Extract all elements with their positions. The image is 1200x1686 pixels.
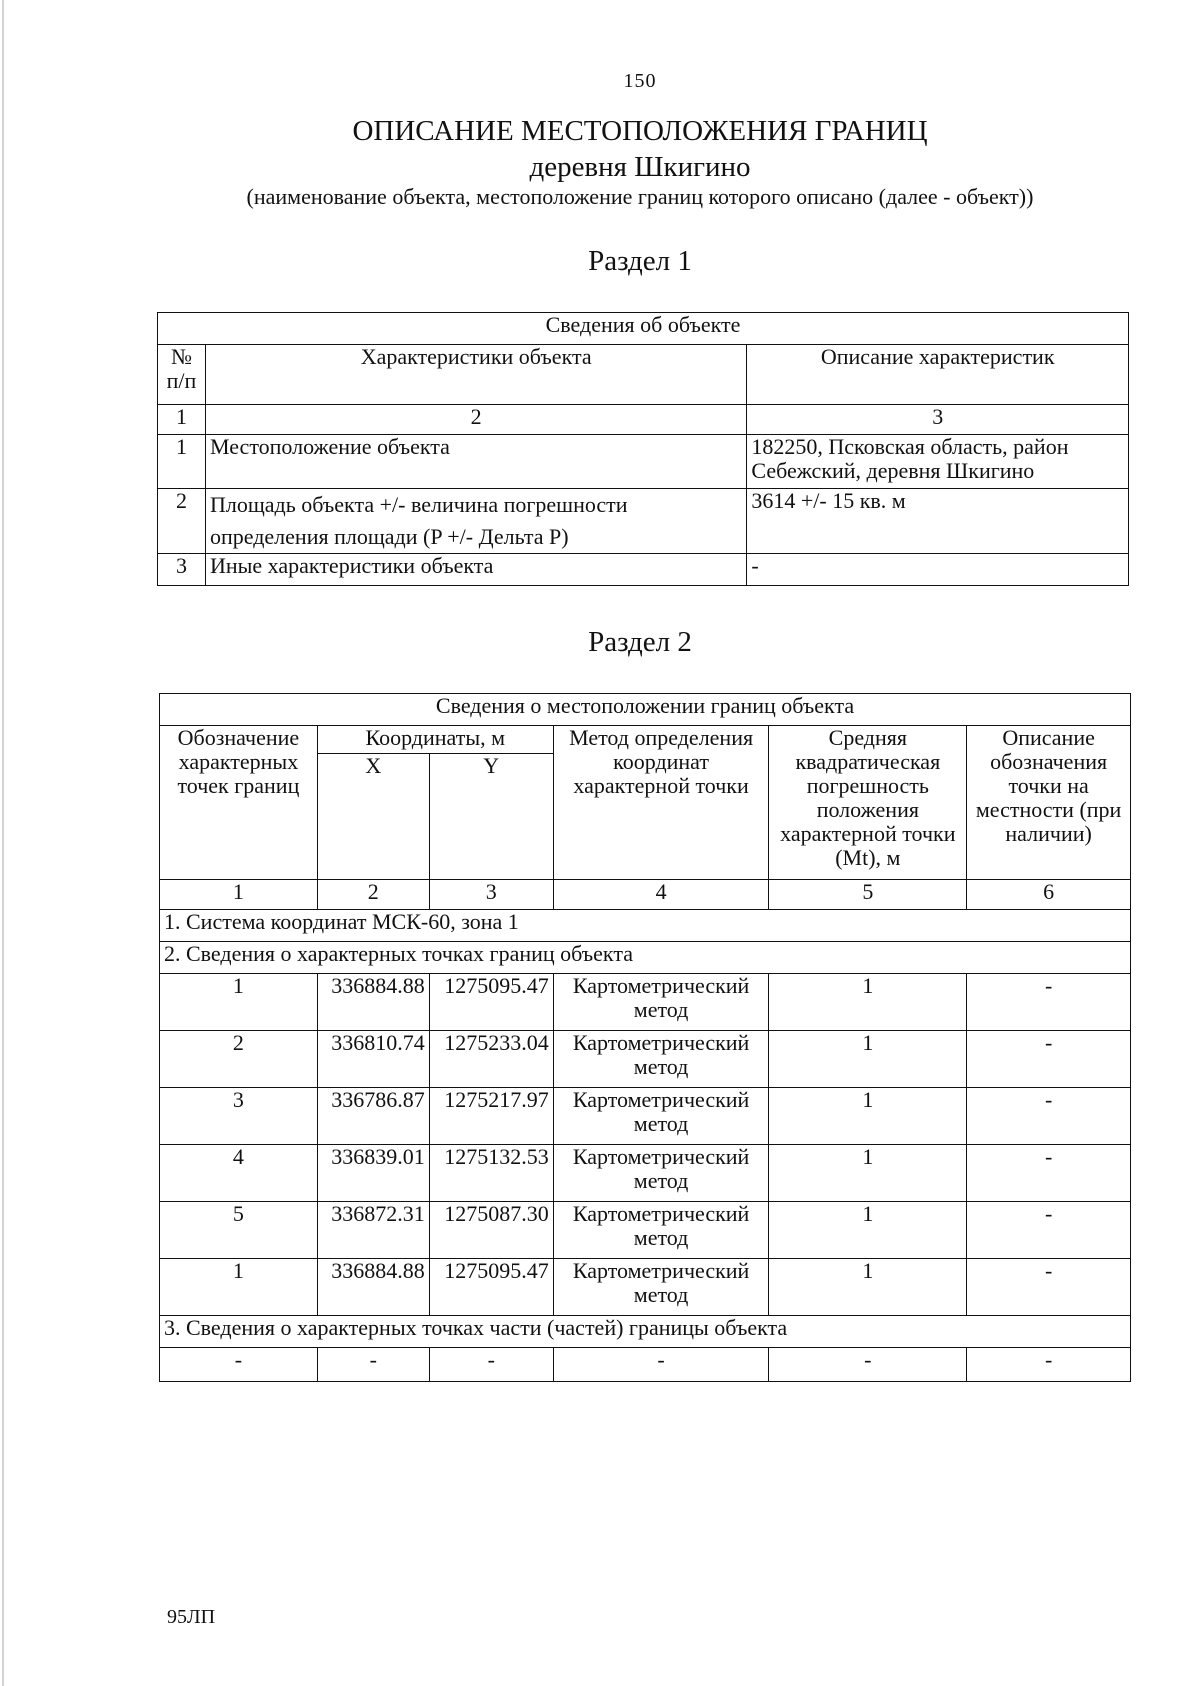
- point-error: 1: [769, 1145, 967, 1202]
- point-y: 1275233.04: [429, 1031, 553, 1088]
- index-cell: 2: [317, 880, 429, 910]
- point-x: 336884.88: [317, 1259, 429, 1316]
- header-error: Средняя квадратическая погрешность положения характерной точки (Mt), м: [769, 726, 967, 880]
- point-method: Картометрический метод: [553, 1088, 769, 1145]
- point-id: 2: [160, 1031, 318, 1088]
- table-row: [160, 1088, 1131, 1145]
- row-description: 3614 +/- 15 кв. м: [747, 489, 1129, 554]
- header-characteristic: Характеристики объекта: [205, 345, 746, 405]
- header-y: Y: [429, 754, 553, 880]
- table-row: [160, 1031, 1131, 1088]
- point-method: Картометрический метод: [553, 1031, 769, 1088]
- point-y: 1275087.30: [429, 1202, 553, 1259]
- index-cell: 5: [769, 880, 967, 910]
- row-description: -: [747, 554, 1129, 586]
- point-x: 336786.87: [317, 1088, 429, 1145]
- point-y: 1275095.47: [429, 974, 553, 1031]
- table-row: [158, 554, 1129, 586]
- point-id: 4: [160, 1145, 318, 1202]
- row-characteristic: Иные характеристики объекта: [205, 554, 746, 586]
- table-row: [158, 435, 1129, 489]
- table-caption: Сведения об объекте: [158, 313, 1129, 345]
- row-num: 1: [158, 435, 206, 489]
- point-id: 1: [160, 974, 318, 1031]
- point-description: -: [967, 1202, 1131, 1259]
- point-error: 1: [769, 1202, 967, 1259]
- point-description: -: [967, 1259, 1131, 1316]
- row-characteristic: Площадь объекта +/- величина погрешности определения площади (P +/- Дельта P): [205, 489, 746, 554]
- header-description: Описание характеристик: [747, 345, 1129, 405]
- table-row: [160, 1259, 1131, 1316]
- parts-cell: -: [967, 1348, 1131, 1382]
- header-num: № п/п: [158, 345, 206, 405]
- coordinate-system: 1. Система координат МСК-60, зона 1: [160, 910, 1131, 942]
- point-method: Картометрический метод: [553, 1202, 769, 1259]
- table-caption: Сведения о местоположении границ объекта: [160, 694, 1131, 726]
- point-description: -: [967, 1145, 1131, 1202]
- index-cell: 1: [160, 880, 318, 910]
- point-description: -: [967, 974, 1131, 1031]
- point-error: 1: [769, 1031, 967, 1088]
- parts-cell: -: [553, 1348, 769, 1382]
- index-cell: 3: [429, 880, 553, 910]
- table-row: [160, 974, 1131, 1031]
- table-row: [160, 1145, 1131, 1202]
- point-y: 1275095.47: [429, 1259, 553, 1316]
- header-x: X: [317, 754, 429, 880]
- index-cell: 3: [747, 405, 1129, 435]
- parts-caption: 3. Сведения о характерных точках части (частей) границы объекта: [160, 1316, 1131, 1348]
- table-row: [160, 1348, 1131, 1382]
- point-description: -: [967, 1088, 1131, 1145]
- point-x: 336884.88: [317, 974, 429, 1031]
- section2-heading: Раздел 2: [588, 626, 692, 658]
- page-title: ОПИСАНИЕ МЕСТОПОЛОЖЕНИЯ ГРАНИЦ: [352, 115, 928, 147]
- page-number: 150: [623, 70, 657, 92]
- point-error: 1: [769, 1259, 967, 1316]
- index-cell: 4: [553, 880, 769, 910]
- parts-cell: -: [429, 1348, 553, 1382]
- point-id: 3: [160, 1088, 318, 1145]
- parts-cell: -: [769, 1348, 967, 1382]
- parts-cell: -: [160, 1348, 318, 1382]
- point-method: Картометрический метод: [553, 1259, 769, 1316]
- object-name: деревня Шкигино: [529, 151, 751, 183]
- point-x: 336810.74: [317, 1031, 429, 1088]
- boundary-points-table: [159, 693, 1131, 1382]
- point-error: 1: [769, 1088, 967, 1145]
- point-x: 336839.01: [317, 1145, 429, 1202]
- section1-heading: Раздел 1: [588, 245, 692, 277]
- point-method: Картометрический метод: [553, 1145, 769, 1202]
- parts-cell: -: [317, 1348, 429, 1382]
- footer-code: 95ЛП: [167, 1606, 216, 1628]
- point-error: 1: [769, 974, 967, 1031]
- point-y: 1275132.53: [429, 1145, 553, 1202]
- table-row: [158, 489, 1129, 554]
- object-info-table: [157, 312, 1129, 586]
- header-point: Обозначение характерных точек границ: [160, 726, 318, 880]
- header-coordinates: Координаты, м: [317, 726, 553, 754]
- points-caption: 2. Сведения о характерных точках границ объекта: [160, 942, 1131, 974]
- row-num: 2: [158, 489, 206, 554]
- index-cell: 2: [205, 405, 746, 435]
- point-id: 1: [160, 1259, 318, 1316]
- point-x: 336872.31: [317, 1202, 429, 1259]
- index-cell: 6: [967, 880, 1131, 910]
- index-cell: 1: [158, 405, 206, 435]
- row-characteristic: Местоположение объекта: [205, 435, 746, 489]
- row-description: 182250, Псковская область, район Себежский, деревня Шкигино: [747, 435, 1129, 489]
- point-method: Картометрический метод: [553, 974, 769, 1031]
- point-id: 5: [160, 1202, 318, 1259]
- object-name-note: (наименование объекта, местоположение границ которого описано (далее - объект)): [246, 184, 1034, 209]
- point-y: 1275217.97: [429, 1088, 553, 1145]
- header-method: Метод определения координат характерной точки: [553, 726, 769, 880]
- table-row: [160, 1202, 1131, 1259]
- header-point-description: Описание обозначения точки на местности (при наличии): [967, 726, 1131, 880]
- point-description: -: [967, 1031, 1131, 1088]
- row-num: 3: [158, 554, 206, 586]
